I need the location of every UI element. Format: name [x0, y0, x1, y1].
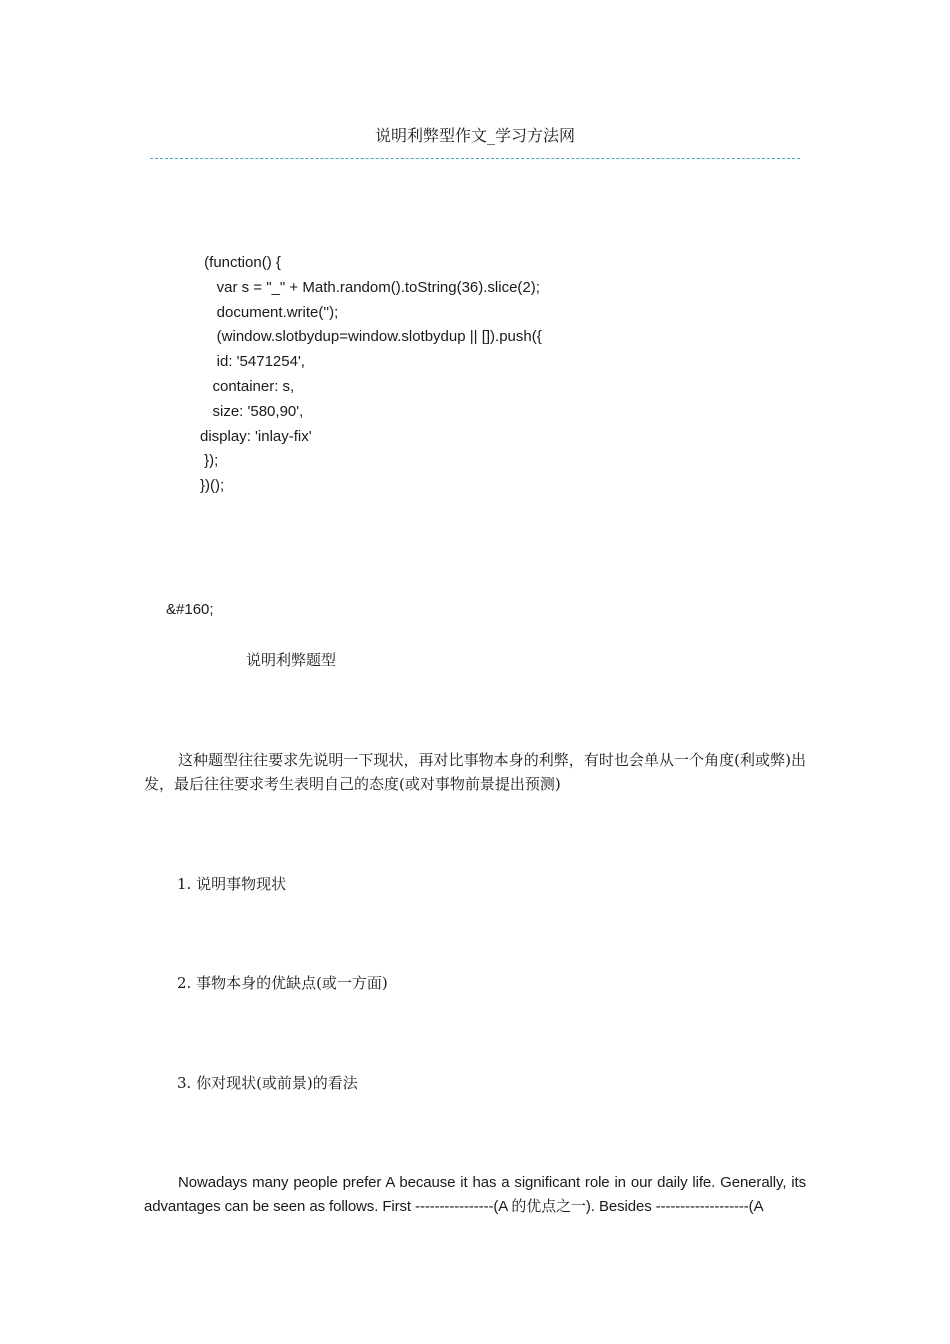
code-line: id: '5471254', — [200, 353, 305, 371]
code-line: var s = "_" + Math.random().toString(36).slice(2); — [200, 278, 540, 296]
code-line: (function() { — [200, 254, 281, 271]
code-line: size: '580,90', — [200, 402, 304, 420]
list-item: 2. 事物本身的优缺点(或一方面) — [177, 974, 388, 992]
sample-paragraph-text: Nowadays many people prefer A because it has a significant role in our daily life. Generally, its advantages can be seen as follows. First ----------------(A 的优点之一). Besides -------------------(A — [144, 1174, 806, 1215]
code-line: document.write(''); — [200, 303, 339, 321]
code-line: container: s, — [200, 377, 295, 395]
entity-text: &#160; — [166, 601, 214, 618]
list-item: 3. 你对现状(或前景)的看法 — [177, 1074, 358, 1092]
code-line: display: 'inlay-fix' — [200, 427, 312, 445]
code-block — [200, 251, 542, 499]
page-title: 说明利弊型作文_学习方法网 — [374, 126, 575, 145]
code-line: })(); — [200, 477, 225, 495]
intro-paragraph-text: 这种题型往往要求先说明一下现状，再对比事物本身的利弊，有时也会单从一个角度(利或弊)出发，最后往往要求考生表明自己的态度(或对事物前景提出预测) — [144, 751, 806, 793]
sample-paragraph — [144, 1171, 806, 1219]
code-line: (window.slotbydup=window.slotbydup || []).push({ — [200, 328, 542, 346]
section-heading: 说明利弊题型 — [246, 651, 337, 669]
code-line: }); — [200, 452, 219, 470]
list-item: 1. 说明事物现状 — [177, 875, 287, 893]
title-divider — [150, 158, 800, 159]
intro-paragraph — [144, 748, 806, 796]
